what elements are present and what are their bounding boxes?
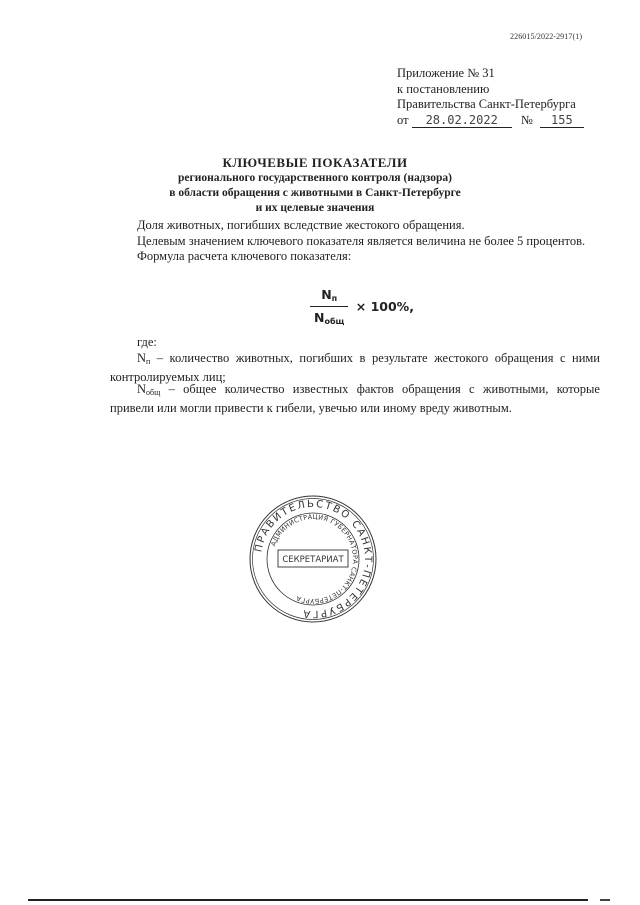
- secretariat-stamp: [248, 494, 378, 624]
- bottom-rule-tail: [600, 899, 610, 901]
- stamp-outer-text: ПРАВИТЕЛЬСТВО САНКТ-ПЕТЕРБУРГА: [253, 498, 374, 620]
- definition-n-total: $N_{общ}$ – общее количество известных фактов обращения с животными, которые привели или могли привести к гибели, увечью или иному вреду животным.: [110, 382, 600, 415]
- from-label: от: [397, 112, 409, 127]
- annex-line-1: Приложение № 31: [397, 66, 495, 80]
- stamp-center-text: СЕКРЕТАРИАТ: [282, 555, 344, 565]
- stamp-inner-text: АДМИНИСТРАЦИЯ ГУБЕРНАТОРА САНКТ-ПЕТЕРБУРГА: [269, 512, 360, 606]
- indicator-name: Доля животных, погибших вследствие жестокого обращения.: [137, 218, 465, 232]
- where-label: где:: [137, 335, 157, 349]
- formula-fraction: [310, 287, 348, 326]
- bottom-rule: [28, 899, 588, 901]
- title-main: КЛЮЧЕВЫЕ ПОКАЗАТЕЛИ: [222, 155, 408, 170]
- definition-n-p: $N_п$ – количество животных, погибших в результате жестокого обращения с ними контролируемых лиц;: [110, 351, 600, 384]
- annex-line-3: Правительства Санкт-Петербурга: [397, 97, 576, 111]
- formula: [310, 287, 414, 326]
- resolution-date: 28.02.2022: [412, 114, 512, 128]
- annex-block: [397, 66, 584, 128]
- annex-line-4: [397, 113, 584, 129]
- resolution-number: 155: [540, 114, 584, 128]
- title-line-4: и их целевые значения: [255, 202, 375, 214]
- annex-line-2: к постановлению: [397, 81, 490, 96]
- document-title: [100, 155, 530, 216]
- title-line-2: регионального государственного контроля (надзора): [178, 172, 452, 184]
- formula-denominator: $N_{общ}$: [314, 310, 345, 326]
- document-number: 226015/2022-2917(1): [510, 32, 583, 41]
- title-line-3: в области обращения с животными в Санкт-Петербурге: [169, 187, 461, 199]
- formula-numerator: $N_п$: [310, 287, 348, 307]
- number-label: №: [520, 112, 533, 127]
- formula-intro: Формула расчета ключевого показателя:: [137, 249, 352, 263]
- target-value-text: Целевым значением ключевого показателя является величина не более 5 процентов.: [137, 233, 586, 248]
- formula-multiplier: × 100%,: [355, 299, 414, 314]
- indicator-description: [137, 218, 585, 265]
